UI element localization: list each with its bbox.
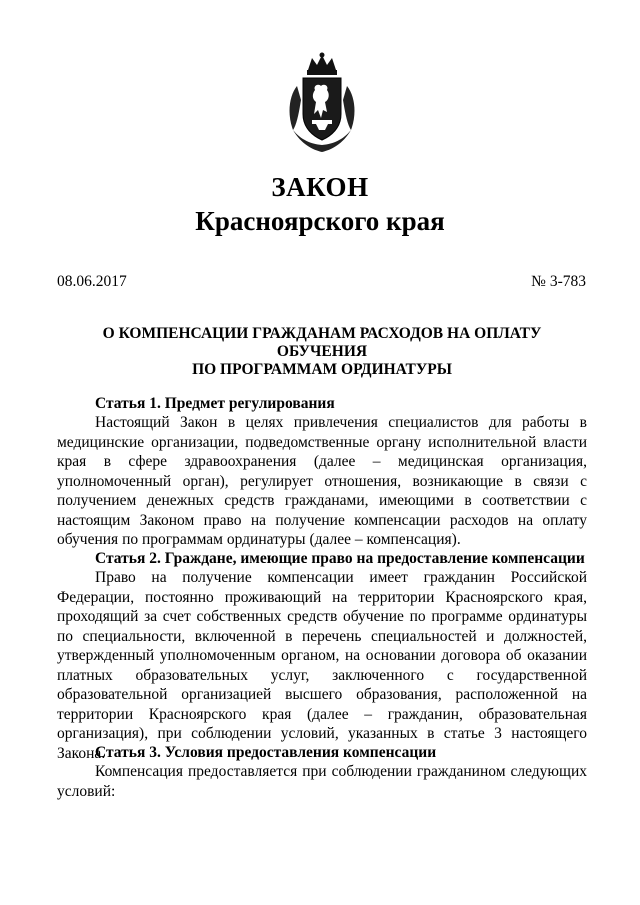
coat-of-arms-emblem — [283, 52, 361, 154]
law-title — [57, 325, 587, 379]
article-3 — [57, 743, 587, 801]
article-text: Компенсация предоставляется при соблюдении гражданином следующих условий: — [57, 763, 587, 800]
article-1 — [57, 394, 587, 550]
issuer-title: Красноярского края — [195, 206, 445, 236]
article-2 — [57, 549, 587, 763]
law-date: 08.06.2017 — [57, 273, 127, 290]
article-heading: Статья 1. Предмет регулирования — [95, 395, 335, 412]
document-type-title: ЗАКОН — [271, 172, 369, 202]
article-heading: Статья 3. Условия предоставления компенсации — [95, 744, 437, 761]
law-number: № 3-783 — [531, 273, 586, 290]
article-text: Настоящий Закон в целях привлечения специалистов для работы в медицинские организации, подведомственные органу исполнительной власти края в сфере здравоохранения (далее – медицинская организация, уполномоченный орган), регулирует отношения, возникающие в связи с получением денежных средств гражданами, имеющими в соответствии с настоящим Законом право на получение компенсации расходов на оплату обучения по программам ординатуры (далее – компенсация). — [57, 414, 587, 548]
law-title-line-1: О КОМПЕНСАЦИИ ГРАЖДАНАМ РАСХОДОВ НА ОПЛАТУ ОБУЧЕНИЯ — [102, 325, 542, 360]
article-text: Право на получение компенсации имеет гражданин Российской Федерации, постоянно проживающий на территории Красноярского края, проходящий за счет собственных средств обучение по программе ординатуры по специальности, включенной в перечень специальностей и должностей, утвержденный уполномоченным органом, на основании договора об оказании платных образовательных услуг, заключенного с государственной образовательной организацией высшего образования, расположенной на территории Красноярского края (далее – гражданин, образовательная организация), при соблюдении условий, указанных в статье 3 настоящего Закона. — [57, 569, 587, 762]
law-title-line-2: ПО ПРОГРАММАМ ОРДИНАТУРЫ — [192, 361, 452, 378]
article-heading: Статья 2. Граждане, имеющие право на предоставление компенсации — [95, 550, 585, 567]
